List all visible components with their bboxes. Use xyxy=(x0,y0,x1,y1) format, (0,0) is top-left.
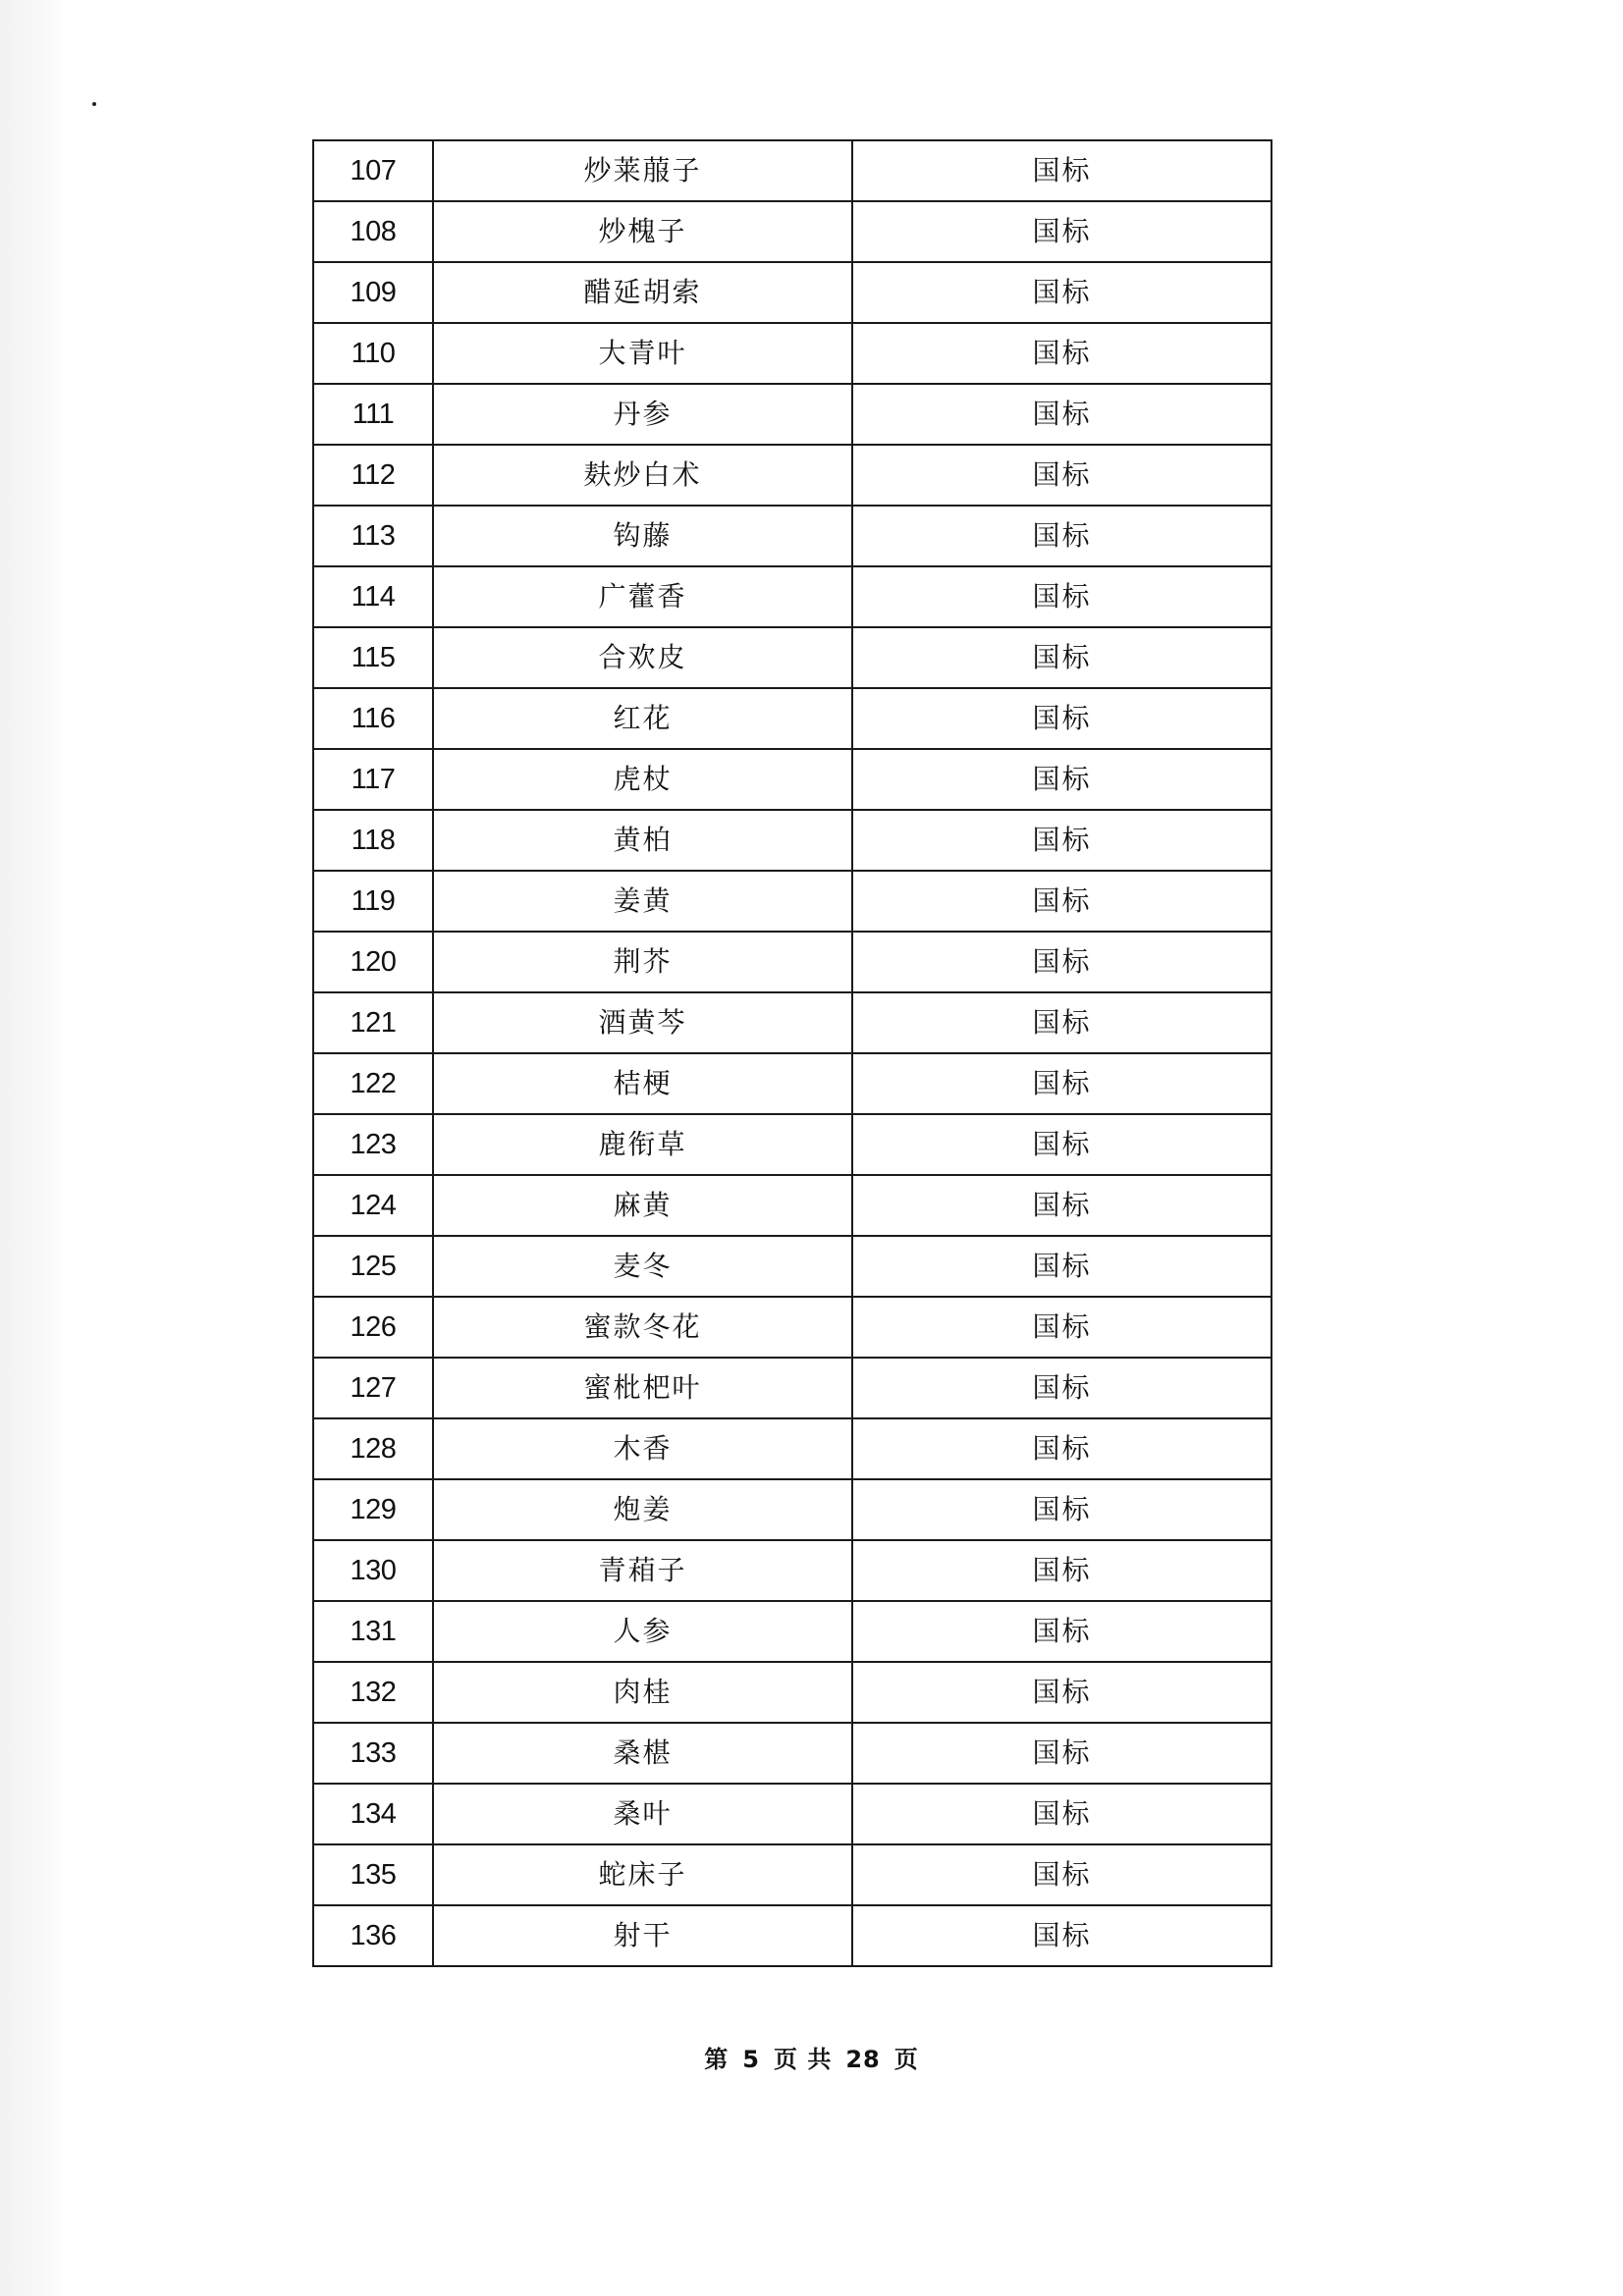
table-row xyxy=(313,1601,1271,1662)
page-footer xyxy=(0,2040,1623,2074)
table-row xyxy=(313,323,1271,384)
standard-cell: 国标 xyxy=(852,1297,1271,1358)
herb-name-cell: 木香 xyxy=(433,1418,852,1479)
standard-cell: 国标 xyxy=(852,384,1271,445)
standard-cell: 国标 xyxy=(852,810,1271,871)
row-number-cell: 117 xyxy=(313,749,433,810)
standard-cell: 国标 xyxy=(852,201,1271,262)
herb-name-cell: 麦冬 xyxy=(433,1236,852,1297)
table-row xyxy=(313,445,1271,506)
row-number-cell: 114 xyxy=(313,566,433,627)
table-row xyxy=(313,1905,1271,1966)
table-row xyxy=(313,1053,1271,1114)
herb-name-cell: 蜜枇杷叶 xyxy=(433,1358,852,1418)
herb-name-cell: 炒莱菔子 xyxy=(433,140,852,201)
herb-name-cell: 射干 xyxy=(433,1905,852,1966)
standard-cell: 国标 xyxy=(852,1175,1271,1236)
herb-name-cell: 丹参 xyxy=(433,384,852,445)
table-row xyxy=(313,1540,1271,1601)
herb-name-cell: 黄柏 xyxy=(433,810,852,871)
herb-name-cell: 姜黄 xyxy=(433,871,852,932)
herb-name-cell: 麸炒白术 xyxy=(433,445,852,506)
standard-cell: 国标 xyxy=(852,445,1271,506)
standard-cell: 国标 xyxy=(852,1479,1271,1540)
standard-cell: 国标 xyxy=(852,1784,1271,1844)
table-row xyxy=(313,1662,1271,1723)
table-row xyxy=(313,1784,1271,1844)
row-number-cell: 130 xyxy=(313,1540,433,1601)
herb-name-cell: 广藿香 xyxy=(433,566,852,627)
row-number-cell: 127 xyxy=(313,1358,433,1418)
standard-cell: 国标 xyxy=(852,140,1271,201)
footer-prefix: 第 xyxy=(704,2046,730,2073)
row-number-cell: 108 xyxy=(313,201,433,262)
table-body xyxy=(313,140,1271,1966)
herb-name-cell: 钩藤 xyxy=(433,506,852,566)
standard-cell: 国标 xyxy=(852,871,1271,932)
standard-cell: 国标 xyxy=(852,506,1271,566)
row-number-cell: 122 xyxy=(313,1053,433,1114)
table-row xyxy=(313,384,1271,445)
herb-name-cell: 红花 xyxy=(433,688,852,749)
herb-name-cell: 荆芥 xyxy=(433,932,852,992)
row-number-cell: 111 xyxy=(313,384,433,445)
row-number-cell: 134 xyxy=(313,1784,433,1844)
table-row xyxy=(313,1236,1271,1297)
row-number-cell: 133 xyxy=(313,1723,433,1784)
herb-name-cell: 醋延胡索 xyxy=(433,262,852,323)
standard-cell: 国标 xyxy=(852,1236,1271,1297)
footer-middle: 页 共 xyxy=(773,2046,833,2073)
standard-cell: 国标 xyxy=(852,1601,1271,1662)
standard-cell: 国标 xyxy=(852,1053,1271,1114)
standard-cell: 国标 xyxy=(852,688,1271,749)
herb-name-cell: 炒槐子 xyxy=(433,201,852,262)
table-row xyxy=(313,140,1271,201)
standard-cell: 国标 xyxy=(852,1662,1271,1723)
standard-cell: 国标 xyxy=(852,1418,1271,1479)
table-row xyxy=(313,1723,1271,1784)
table-row xyxy=(313,1114,1271,1175)
herb-name-cell: 蛇床子 xyxy=(433,1844,852,1905)
row-number-cell: 116 xyxy=(313,688,433,749)
table-row xyxy=(313,506,1271,566)
table-row xyxy=(313,566,1271,627)
table-row xyxy=(313,1418,1271,1479)
table-row xyxy=(313,1844,1271,1905)
table-row xyxy=(313,688,1271,749)
table-row xyxy=(313,262,1271,323)
herb-name-cell: 桑叶 xyxy=(433,1784,852,1844)
row-number-cell: 119 xyxy=(313,871,433,932)
row-number-cell: 132 xyxy=(313,1662,433,1723)
herb-name-cell: 鹿衔草 xyxy=(433,1114,852,1175)
row-number-cell: 109 xyxy=(313,262,433,323)
herb-name-cell: 桑椹 xyxy=(433,1723,852,1784)
herb-name-cell: 肉桂 xyxy=(433,1662,852,1723)
standard-cell: 国标 xyxy=(852,566,1271,627)
standard-cell: 国标 xyxy=(852,323,1271,384)
row-number-cell: 126 xyxy=(313,1297,433,1358)
standard-cell: 国标 xyxy=(852,1540,1271,1601)
row-number-cell: 113 xyxy=(313,506,433,566)
row-number-cell: 123 xyxy=(313,1114,433,1175)
herb-name-cell: 人参 xyxy=(433,1601,852,1662)
standard-cell: 国标 xyxy=(852,262,1271,323)
standard-cell: 国标 xyxy=(852,627,1271,688)
herb-name-cell: 虎杖 xyxy=(433,749,852,810)
table-row xyxy=(313,932,1271,992)
standard-cell: 国标 xyxy=(852,1114,1271,1175)
table-row xyxy=(313,1358,1271,1418)
table-row xyxy=(313,627,1271,688)
row-number-cell: 124 xyxy=(313,1175,433,1236)
table-row xyxy=(313,201,1271,262)
row-number-cell: 112 xyxy=(313,445,433,506)
standard-cell: 国标 xyxy=(852,932,1271,992)
table-row xyxy=(313,871,1271,932)
scan-edge-shadow xyxy=(0,0,69,2296)
footer-suffix: 页 xyxy=(893,2046,919,2073)
row-number-cell: 125 xyxy=(313,1236,433,1297)
row-number-cell: 121 xyxy=(313,992,433,1053)
row-number-cell: 120 xyxy=(313,932,433,992)
standard-cell: 国标 xyxy=(852,1723,1271,1784)
herb-list-table xyxy=(312,139,1272,1967)
row-number-cell: 128 xyxy=(313,1418,433,1479)
herb-name-cell: 桔梗 xyxy=(433,1053,852,1114)
table-row xyxy=(313,1479,1271,1540)
row-number-cell: 115 xyxy=(313,627,433,688)
row-number-cell: 131 xyxy=(313,1601,433,1662)
standard-cell: 国标 xyxy=(852,1358,1271,1418)
table-row xyxy=(313,810,1271,871)
row-number-cell: 110 xyxy=(313,323,433,384)
footer-total-pages: 28 xyxy=(845,2046,881,2073)
herb-name-cell: 麻黄 xyxy=(433,1175,852,1236)
standard-cell: 国标 xyxy=(852,749,1271,810)
row-number-cell: 135 xyxy=(313,1844,433,1905)
table-row xyxy=(313,1175,1271,1236)
row-number-cell: 118 xyxy=(313,810,433,871)
row-number-cell: 129 xyxy=(313,1479,433,1540)
herb-name-cell: 炮姜 xyxy=(433,1479,852,1540)
standard-cell: 国标 xyxy=(852,1844,1271,1905)
table-row xyxy=(313,1297,1271,1358)
row-number-cell: 136 xyxy=(313,1905,433,1966)
footer-current-page: 5 xyxy=(742,2046,760,2073)
standard-cell: 国标 xyxy=(852,992,1271,1053)
herb-name-cell: 大青叶 xyxy=(433,323,852,384)
scan-speck xyxy=(92,102,96,106)
standard-cell: 国标 xyxy=(852,1905,1271,1966)
herb-name-cell: 合欢皮 xyxy=(433,627,852,688)
herb-name-cell: 酒黄芩 xyxy=(433,992,852,1053)
table-row xyxy=(313,992,1271,1053)
row-number-cell: 107 xyxy=(313,140,433,201)
herb-name-cell: 蜜款冬花 xyxy=(433,1297,852,1358)
table-row xyxy=(313,749,1271,810)
herb-name-cell: 青葙子 xyxy=(433,1540,852,1601)
